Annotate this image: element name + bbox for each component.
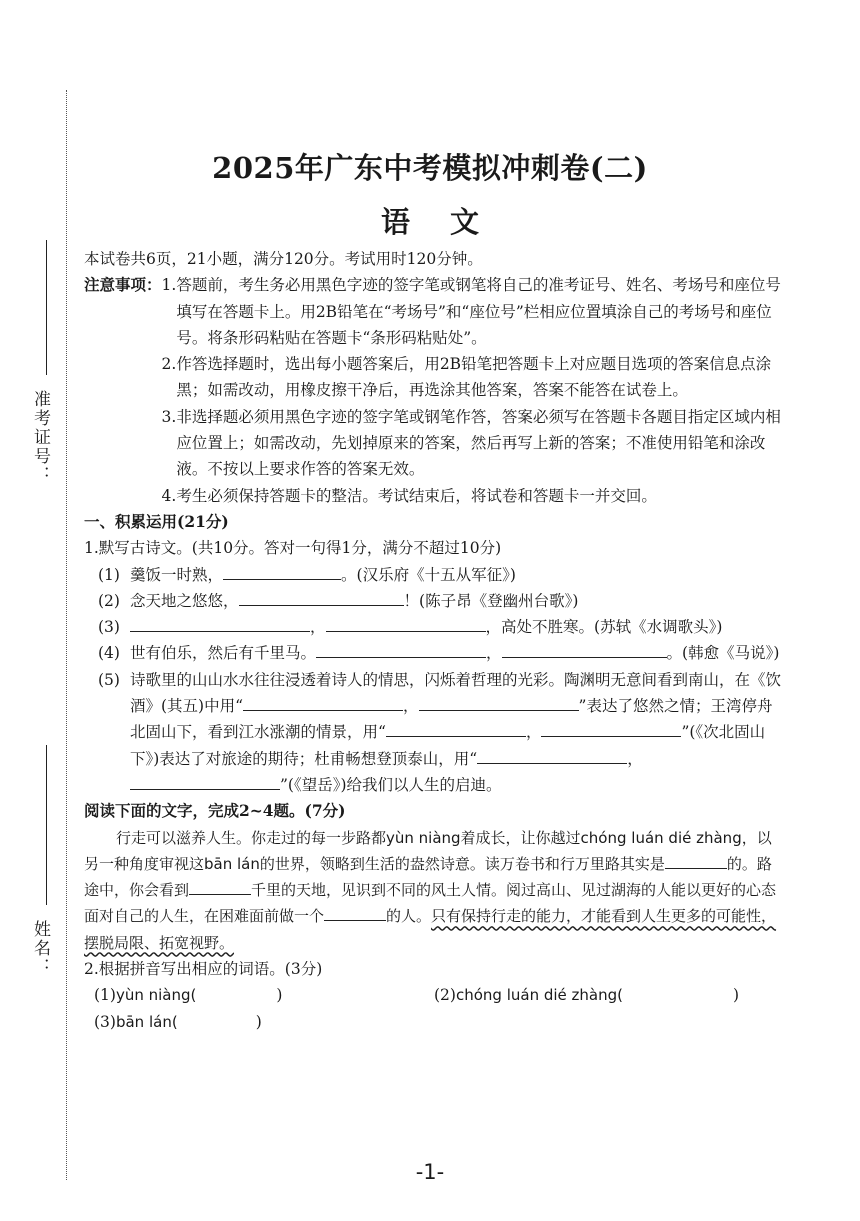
notice-item-number: 4. xyxy=(161,486,177,505)
notice-label: 注意事项： xyxy=(84,275,162,295)
passage-text: 的人。 xyxy=(386,907,432,926)
answer-blank[interactable] xyxy=(316,640,486,658)
answer-blank[interactable] xyxy=(326,614,486,632)
intro-line: 本试卷共6页，21小题，满分120分。考试用时120分钟。 xyxy=(84,250,483,268)
notice-item-number: 1. xyxy=(161,276,177,295)
notice-block xyxy=(84,272,784,509)
item-text xyxy=(130,614,784,640)
item-number: (3) xyxy=(94,1012,116,1031)
answer-blank[interactable] xyxy=(665,851,727,869)
item-number: (2) xyxy=(434,986,456,1005)
q2-item-3 xyxy=(94,1009,434,1035)
item-text xyxy=(130,588,784,614)
item-number: (2) xyxy=(98,591,120,610)
item-text-part: 世有伯乐，然后有千里马。 xyxy=(130,644,317,663)
q1-item-3 xyxy=(84,614,784,640)
exam-id-label: 准考证号： xyxy=(30,390,50,485)
item-number: (4) xyxy=(98,644,120,663)
passage-text: 千里的天地，见识到不同的风土人情。阅过高山、见过湖海的人能以更好的心态面对自己的人生，在困难面前做一个 xyxy=(84,881,777,926)
item-number: (3) xyxy=(98,618,120,637)
answer-blank[interactable] xyxy=(243,693,403,711)
answer-blank[interactable] xyxy=(223,562,341,580)
notice-item xyxy=(162,404,784,483)
item-text-part: ，高处不胜寒。(苏轼《水调歌头》) xyxy=(485,618,723,637)
close-paren: ) xyxy=(276,986,283,1005)
item-text xyxy=(130,562,784,588)
pinyin-text: bān lán( xyxy=(115,1012,178,1031)
q1-item-1 xyxy=(84,562,784,588)
passage-text: 行走可以滋养人生。你走过的每一步路都yùn niàng着成长，让你越过chóng luán dié zhàng，以另一种角度审视这bān lán的世界，领略到生活的盎然诗意。读万卷书和行万里路其实是 xyxy=(84,828,772,873)
item-text-part: 念天地之悠悠， xyxy=(130,591,239,610)
item-text-part: ， xyxy=(486,644,502,663)
question-1-stem: 1.默写古诗文。(共10分。答对一句得1分，满分不超过10分) xyxy=(84,539,502,558)
notice-item-text: 答题前，考生务必用黑色字迹的签字笔或钢笔将自己的准考证号、姓名、考场号和座位号填写在答题卡上。用2B铅笔在“考场号”和“座位号”栏相应位置填涂自己的考场号和座位号。将条形码粘贴在答题卡“条形码粘贴处”。 xyxy=(176,276,781,347)
q2-item-1 xyxy=(94,982,434,1008)
notice-items xyxy=(162,272,784,509)
notice-item xyxy=(162,351,784,404)
pinyin-text: chóng luán dié zhàng( xyxy=(455,986,623,1005)
notice-item-text: 考生必须保持答题卡的整洁。考试结束后，将试卷和答题卡一并交回。 xyxy=(176,486,657,505)
answer-blank[interactable] xyxy=(130,772,280,790)
item-text-part: ， xyxy=(525,723,542,742)
item-text-part: ”(《次北固山下》)表达了对旅途的期待；杜甫畅想登顶泰山，用“ xyxy=(130,723,766,768)
answer-blank[interactable] xyxy=(502,640,667,658)
subject-title: 语文 xyxy=(380,205,519,239)
pinyin-text: yùn niàng( xyxy=(115,986,197,1005)
notice-item-number: 3. xyxy=(161,407,177,426)
reading-heading: 阅读下面的文字，完成2~4题。(7分) xyxy=(84,801,346,821)
name-line xyxy=(46,745,47,905)
q1-item-2 xyxy=(84,588,784,614)
wavy-underlined-sentence: 只有保持行走的能力，才能看到人生更多的可能性，摆脱局限、拓宽视野。 xyxy=(84,907,777,952)
page-number: -1- xyxy=(415,1160,445,1184)
answer-blank[interactable] xyxy=(130,614,310,632)
item-number: (5) xyxy=(98,670,120,689)
notice-item xyxy=(162,483,784,509)
q1-item-4 xyxy=(84,640,784,666)
item-text-part: 。(韩愈《马说》) xyxy=(666,644,780,663)
q1-item-5 xyxy=(84,667,784,798)
notice-item-text: 作答选择题时，选出每小题答案后，用2B铅笔把答题卡上对应题目选项的答案信息点涂黑；如需改动，用橡皮擦干净后，再选涂其他答案，答案不能答在试卷上。 xyxy=(176,355,772,400)
item-text-part: 羹饭一时熟， xyxy=(130,565,224,584)
notice-item-text: 非选择题必须用黑色字迹的签字笔或钢笔作答，答案必须写在答题卡各题目指定区域内相应位置上；如需改动，先划掉原来的答案，然后再写上新的答案；不准使用铅笔和涂改液。不按以上要求作答的答案无效。 xyxy=(176,407,781,479)
close-paren: ) xyxy=(732,986,740,1005)
notice-item xyxy=(162,272,784,351)
notice-item-number: 2. xyxy=(161,355,177,374)
answer-blank[interactable] xyxy=(324,903,386,921)
answer-blank[interactable] xyxy=(541,719,681,737)
exam-title: 2025年广东中考模拟冲刺卷(二) xyxy=(212,151,648,185)
answer-blank[interactable] xyxy=(477,746,627,764)
exam-content xyxy=(84,246,784,1035)
item-number: (1) xyxy=(98,565,120,584)
answer-blank[interactable] xyxy=(189,877,251,895)
item-text-part: ”表达了悠然之情；王湾停舟北固山下，看到江水涨潮的情景，用“ xyxy=(130,697,773,742)
q2-item-2 xyxy=(434,982,794,1008)
name-label: 姓名： xyxy=(30,920,50,977)
item-text-part: 诗歌里的山山水水往往浸透着诗人的情思，闪烁着哲理的光彩。陶渊明无意间看到南山，在《饮酒》(其五)中用“ xyxy=(130,670,782,716)
passage-text: 的。路途中，你会看到 xyxy=(84,854,772,900)
item-text-part: ， xyxy=(627,749,643,768)
question-2-stem: 2.根据拼音写出相应的词语。(3分) xyxy=(84,960,323,979)
item-text-part: ”(《望岳》)给我们以人生的启迪。 xyxy=(280,775,502,794)
item-text-part: ， xyxy=(403,697,419,716)
item-text-part: 。(汉乐府《十五从军征》) xyxy=(341,565,516,584)
section-heading: 一、积累运用(21分) xyxy=(84,511,229,531)
q2-items xyxy=(84,982,784,1035)
binding-dotted-line xyxy=(66,90,67,1180)
exam-id-line xyxy=(46,240,47,375)
item-text xyxy=(130,640,784,666)
item-text xyxy=(130,667,784,798)
item-number: (1) xyxy=(94,986,116,1005)
item-text-part: ！(陈子昂《登幽州台歌》) xyxy=(403,591,579,610)
answer-blank[interactable] xyxy=(419,693,579,711)
close-paren: ) xyxy=(255,1012,262,1031)
answer-blank[interactable] xyxy=(386,719,526,737)
reading-passage xyxy=(84,825,784,956)
answer-blank[interactable] xyxy=(239,588,404,606)
item-text-part: ， xyxy=(310,618,326,637)
